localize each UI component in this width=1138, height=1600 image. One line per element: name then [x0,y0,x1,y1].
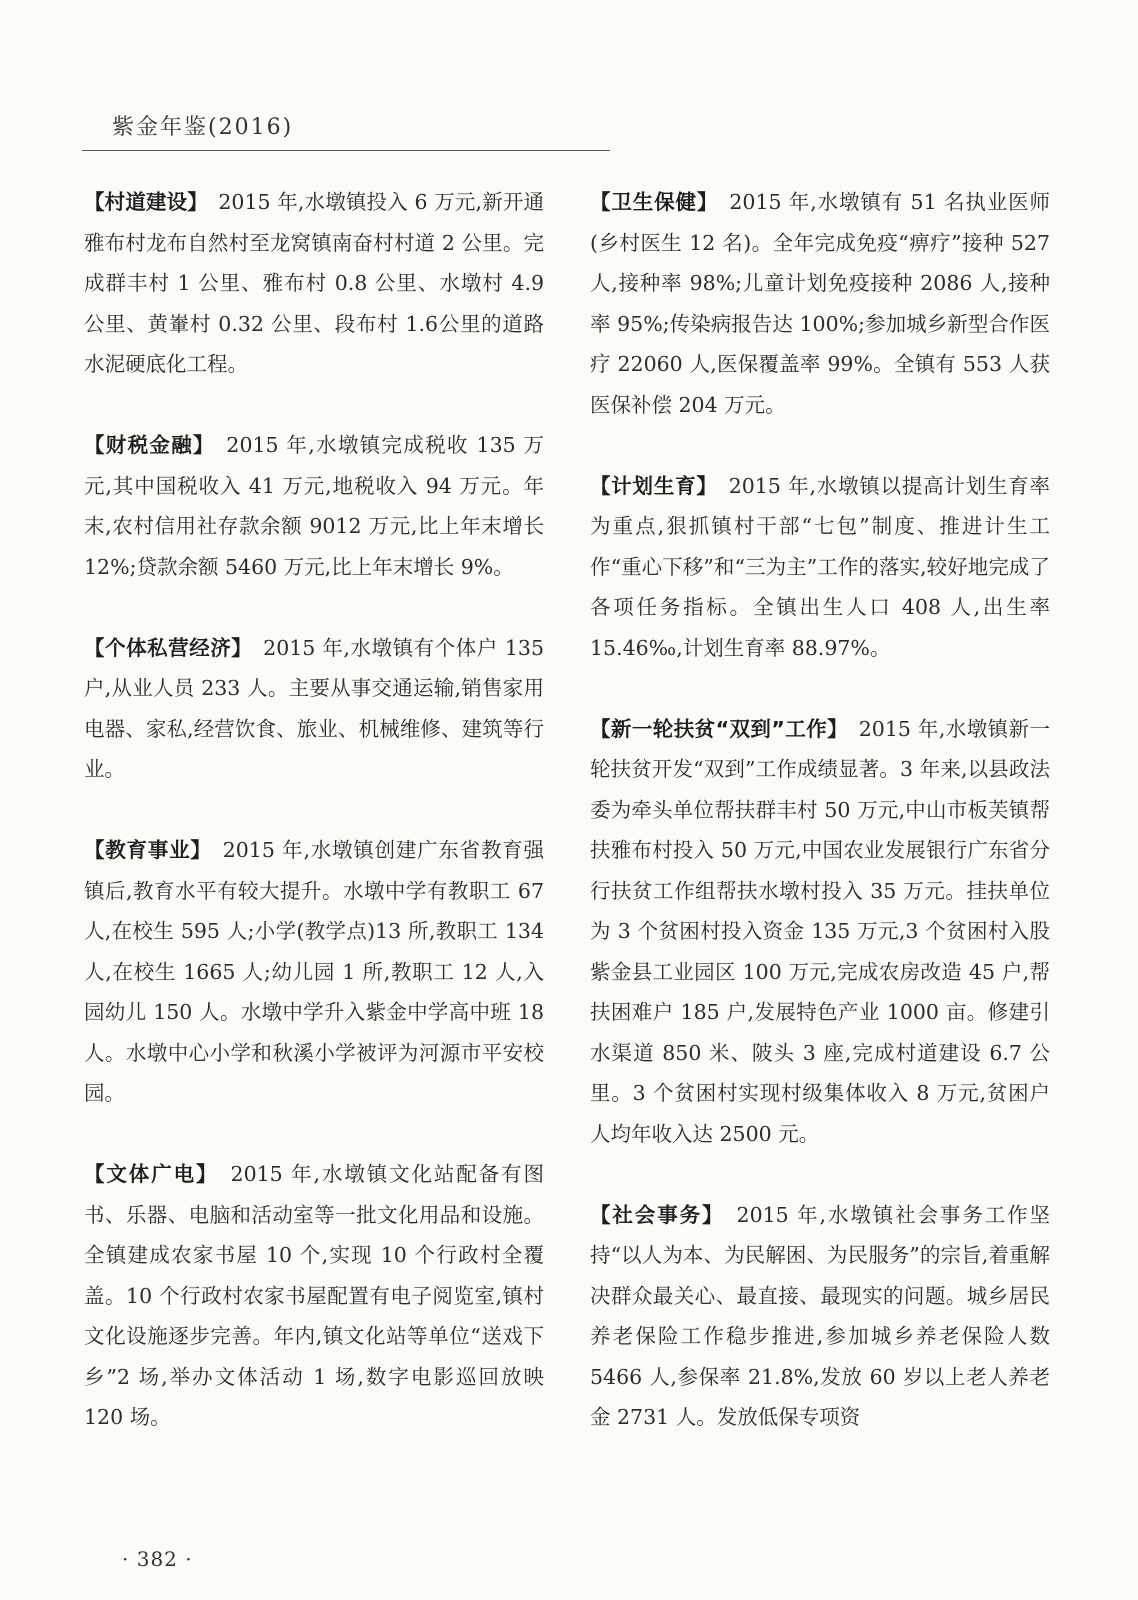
entry-title: 【计划生育】 [590,473,708,498]
entry-village-roads [84,182,544,385]
entry-text: 2015 年,水墩镇有个体户 135 户,从业人员 233 人。主要从事交通运输,销售家用电器、家私,经营饮食、旅业、机械维修、建筑等行业。 [84,635,544,781]
entry-title: 【个体私营经济】 [84,635,243,660]
entry-title: 【文体广电】 [84,1162,209,1186]
right-column [590,182,1050,1478]
entry-text: 2015 年,水墩镇社会事务工作坚持“以人为本、为民解困、为民服务”的宗旨,着重解决群众最关心、最直接、最现实的问题。城乡居民养老保险工作稳步推进,参加城乡养老保险人数 5466 人,参保率 21.8%,发放 60 岁以上老人养老金 2731 人。发放低保专项资 [590,1202,1051,1429]
entry-text: 2015 年,水墩镇有 51 名执业医师(乡村医生 12 名)。全年完成免疫“痹疗”接种 527 人,接种率 98%;儿童计划免疫接种 2086 人,接种率 95%;传染病报告达 100%;参加城乡新型合作医疗 22060 人,医保覆盖率 99%。全镇有 553 人获医保补偿 204 万元。 [590,190,1051,417]
entry-title: 【村道建设】 [84,190,198,214]
entry-text: 2015 年,水墩镇以提高计划生育率为重点,狠抓镇村干部“七包”制度、推进计生工作“重心下移”和“三为主”工作的落实,较好地完成了各项任务指标。全镇出生人口 408 人,出生率 15.46‰,计划生育率 88.97%。 [590,473,1051,660]
entry-text: 2015 年,水墩镇新一轮扶贫开发“双到”工作成绩显著。3 年来,以县政法委为牵头单位帮扶群丰村 50 万元,中山市板芙镇帮扶雅布村投入 50 万元,中国农业发展银行广东省分行扶贫工作组帮扶水墩村投入 35 万元。挂扶单位为 3 个贫困村投入资金 135 万元,3 个贫困村入股紫金县工业园区 100 万元,完成农房改造 45 户,帮扶困难户 185 户,发展特色产业 1000 亩。修建引水渠道 850 米、陂头 3 座,完成村道建设 6.7 公里。3 个贫困村实现村级集体收入 8 万元,贫困户人均年收入达 2500 元。 [590,716,1050,1146]
entry-family-planning [590,466,1050,669]
entry-health-care [590,182,1050,425]
entry-title: 【社会事务】 [590,1202,715,1227]
entry-education [84,830,544,1114]
entry-text: 2015 年,水墩镇文化站配备有图书、乐器、电脑和活动室等一批文化用品和设施。全镇建成农家书屋 10 个,实现 10 个行政村全覆盖。10 个行政村农家书屋配置有电子阅览室,镇村文化设施逐步完善。年内,镇文化站等单位“送戏下乡”2 场,举办文体活动 1 场,数字电影巡回放映 120 场。 [84,1162,545,1429]
entry-title: 【卫生保健】 [590,190,708,214]
page-number: · 382 · [122,1547,193,1571]
entry-poverty-alleviation [590,709,1050,1155]
left-column [84,182,544,1478]
entry-text: 2015 年,水墩镇完成税收 135 万元,其中国税收入 41 万元,地税收入 94 万元。年末,农村信用社存款余额 9012 万元,比上年末增长 12%;贷款余额 5460 万元,比上年末增长 9%。 [84,433,544,579]
entry-title: 【财税金融】 [84,433,205,457]
entry-title: 【新一轮扶贫“双到”工作】 [590,716,838,741]
header-rule [82,150,610,151]
running-head-title: 紫金年鉴(2016) [112,115,294,140]
entry-private-economy [84,628,544,790]
entry-text: 2015 年,水墩镇创建广东省教育强镇后,教育水平有较大提升。水墩中学有教职工 67 人,在校生 595 人;小学(教学点)13 所,教职工 134 人,在校生 1665 人;幼儿园 1 所,教职工 12 人,入园幼儿 150 人。水墩中学升入紫金中学高中班 18 人。水墩中心小学和秋溪小学被评为河源市平安校园。 [84,838,545,1105]
entry-finance-tax [84,425,544,587]
entry-culture-broadcast [84,1154,544,1438]
entry-title: 【教育事业】 [84,838,202,862]
entry-social-affairs [590,1195,1050,1438]
entry-text: 2015 年,水墩镇投入 6 万元,新开通雅布村龙布自然村至龙窝镇南奋村村道 2 公里。完成群丰村 1 公里、雅布村 0.8 公里、水墩村 4.9 公里、黄輋村 0.32 公里、段布村 1.6公里的道路水泥硬底化工程。 [84,190,545,376]
